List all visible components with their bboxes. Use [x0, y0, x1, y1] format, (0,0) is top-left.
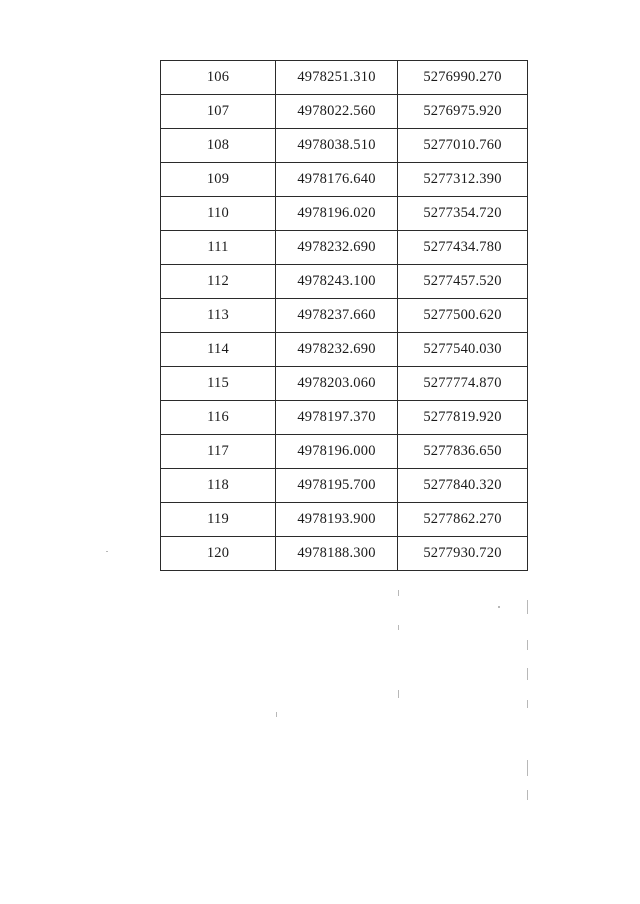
table-row: [161, 129, 528, 163]
x-coordinate-cell: 4978232.690: [276, 231, 398, 265]
x-coordinate-cell: 4978196.000: [276, 435, 398, 469]
table-row: [161, 265, 528, 299]
point-number-cell: 119: [161, 503, 276, 537]
y-coordinate-cell: 5277312.390: [398, 163, 528, 197]
y-coordinate-cell: 5277836.650: [398, 435, 528, 469]
x-coordinate-cell: 4978232.690: [276, 333, 398, 367]
y-coordinate-cell: 5277930.720: [398, 537, 528, 571]
y-coordinate-cell: 5277500.620: [398, 299, 528, 333]
point-number-cell: 107: [161, 95, 276, 129]
x-coordinate-cell: 4978176.640: [276, 163, 398, 197]
point-number-cell: 118: [161, 469, 276, 503]
point-number-cell: 110: [161, 197, 276, 231]
point-number-cell: 113: [161, 299, 276, 333]
y-coordinate-cell: 5277010.760: [398, 129, 528, 163]
table-row: [161, 503, 528, 537]
table-row: [161, 435, 528, 469]
x-coordinate-cell: 4978203.060: [276, 367, 398, 401]
point-number-cell: 111: [161, 231, 276, 265]
x-coordinate-cell: 4978196.020: [276, 197, 398, 231]
y-coordinate-cell: 5277819.920: [398, 401, 528, 435]
x-coordinate-cell: 4978038.510: [276, 129, 398, 163]
point-number-cell: 117: [161, 435, 276, 469]
y-coordinate-cell: 5277840.320: [398, 469, 528, 503]
table-row: [161, 163, 528, 197]
point-number-cell: 116: [161, 401, 276, 435]
x-coordinate-cell: 4978243.100: [276, 265, 398, 299]
table-row: [161, 401, 528, 435]
x-coordinate-cell: 4978022.560: [276, 95, 398, 129]
table-row: [161, 61, 528, 95]
point-number-cell: 108: [161, 129, 276, 163]
y-coordinate-cell: 5277434.780: [398, 231, 528, 265]
y-coordinate-cell: 5276990.270: [398, 61, 528, 95]
table-row: [161, 333, 528, 367]
x-coordinate-cell: 4978195.700: [276, 469, 398, 503]
y-coordinate-cell: 5276975.920: [398, 95, 528, 129]
x-coordinate-cell: 4978188.300: [276, 537, 398, 571]
x-coordinate-cell: 4978197.370: [276, 401, 398, 435]
x-coordinate-cell: 4978251.310: [276, 61, 398, 95]
y-coordinate-cell: 5277457.520: [398, 265, 528, 299]
y-coordinate-cell: 5277862.270: [398, 503, 528, 537]
table-row: [161, 197, 528, 231]
point-number-cell: 115: [161, 367, 276, 401]
table-row: [161, 469, 528, 503]
y-coordinate-cell: 5277774.870: [398, 367, 528, 401]
coordinates-table: [160, 60, 528, 571]
point-number-cell: 114: [161, 333, 276, 367]
table-row: [161, 231, 528, 265]
table-row: [161, 367, 528, 401]
y-coordinate-cell: 5277354.720: [398, 197, 528, 231]
table-row: [161, 95, 528, 129]
point-number-cell: 109: [161, 163, 276, 197]
y-coordinate-cell: 5277540.030: [398, 333, 528, 367]
x-coordinate-cell: 4978237.660: [276, 299, 398, 333]
point-number-cell: 112: [161, 265, 276, 299]
x-coordinate-cell: 4978193.900: [276, 503, 398, 537]
coordinates-table-body: [161, 61, 528, 571]
table-row: [161, 537, 528, 571]
point-number-cell: 120: [161, 537, 276, 571]
table-row: [161, 299, 528, 333]
point-number-cell: 106: [161, 61, 276, 95]
